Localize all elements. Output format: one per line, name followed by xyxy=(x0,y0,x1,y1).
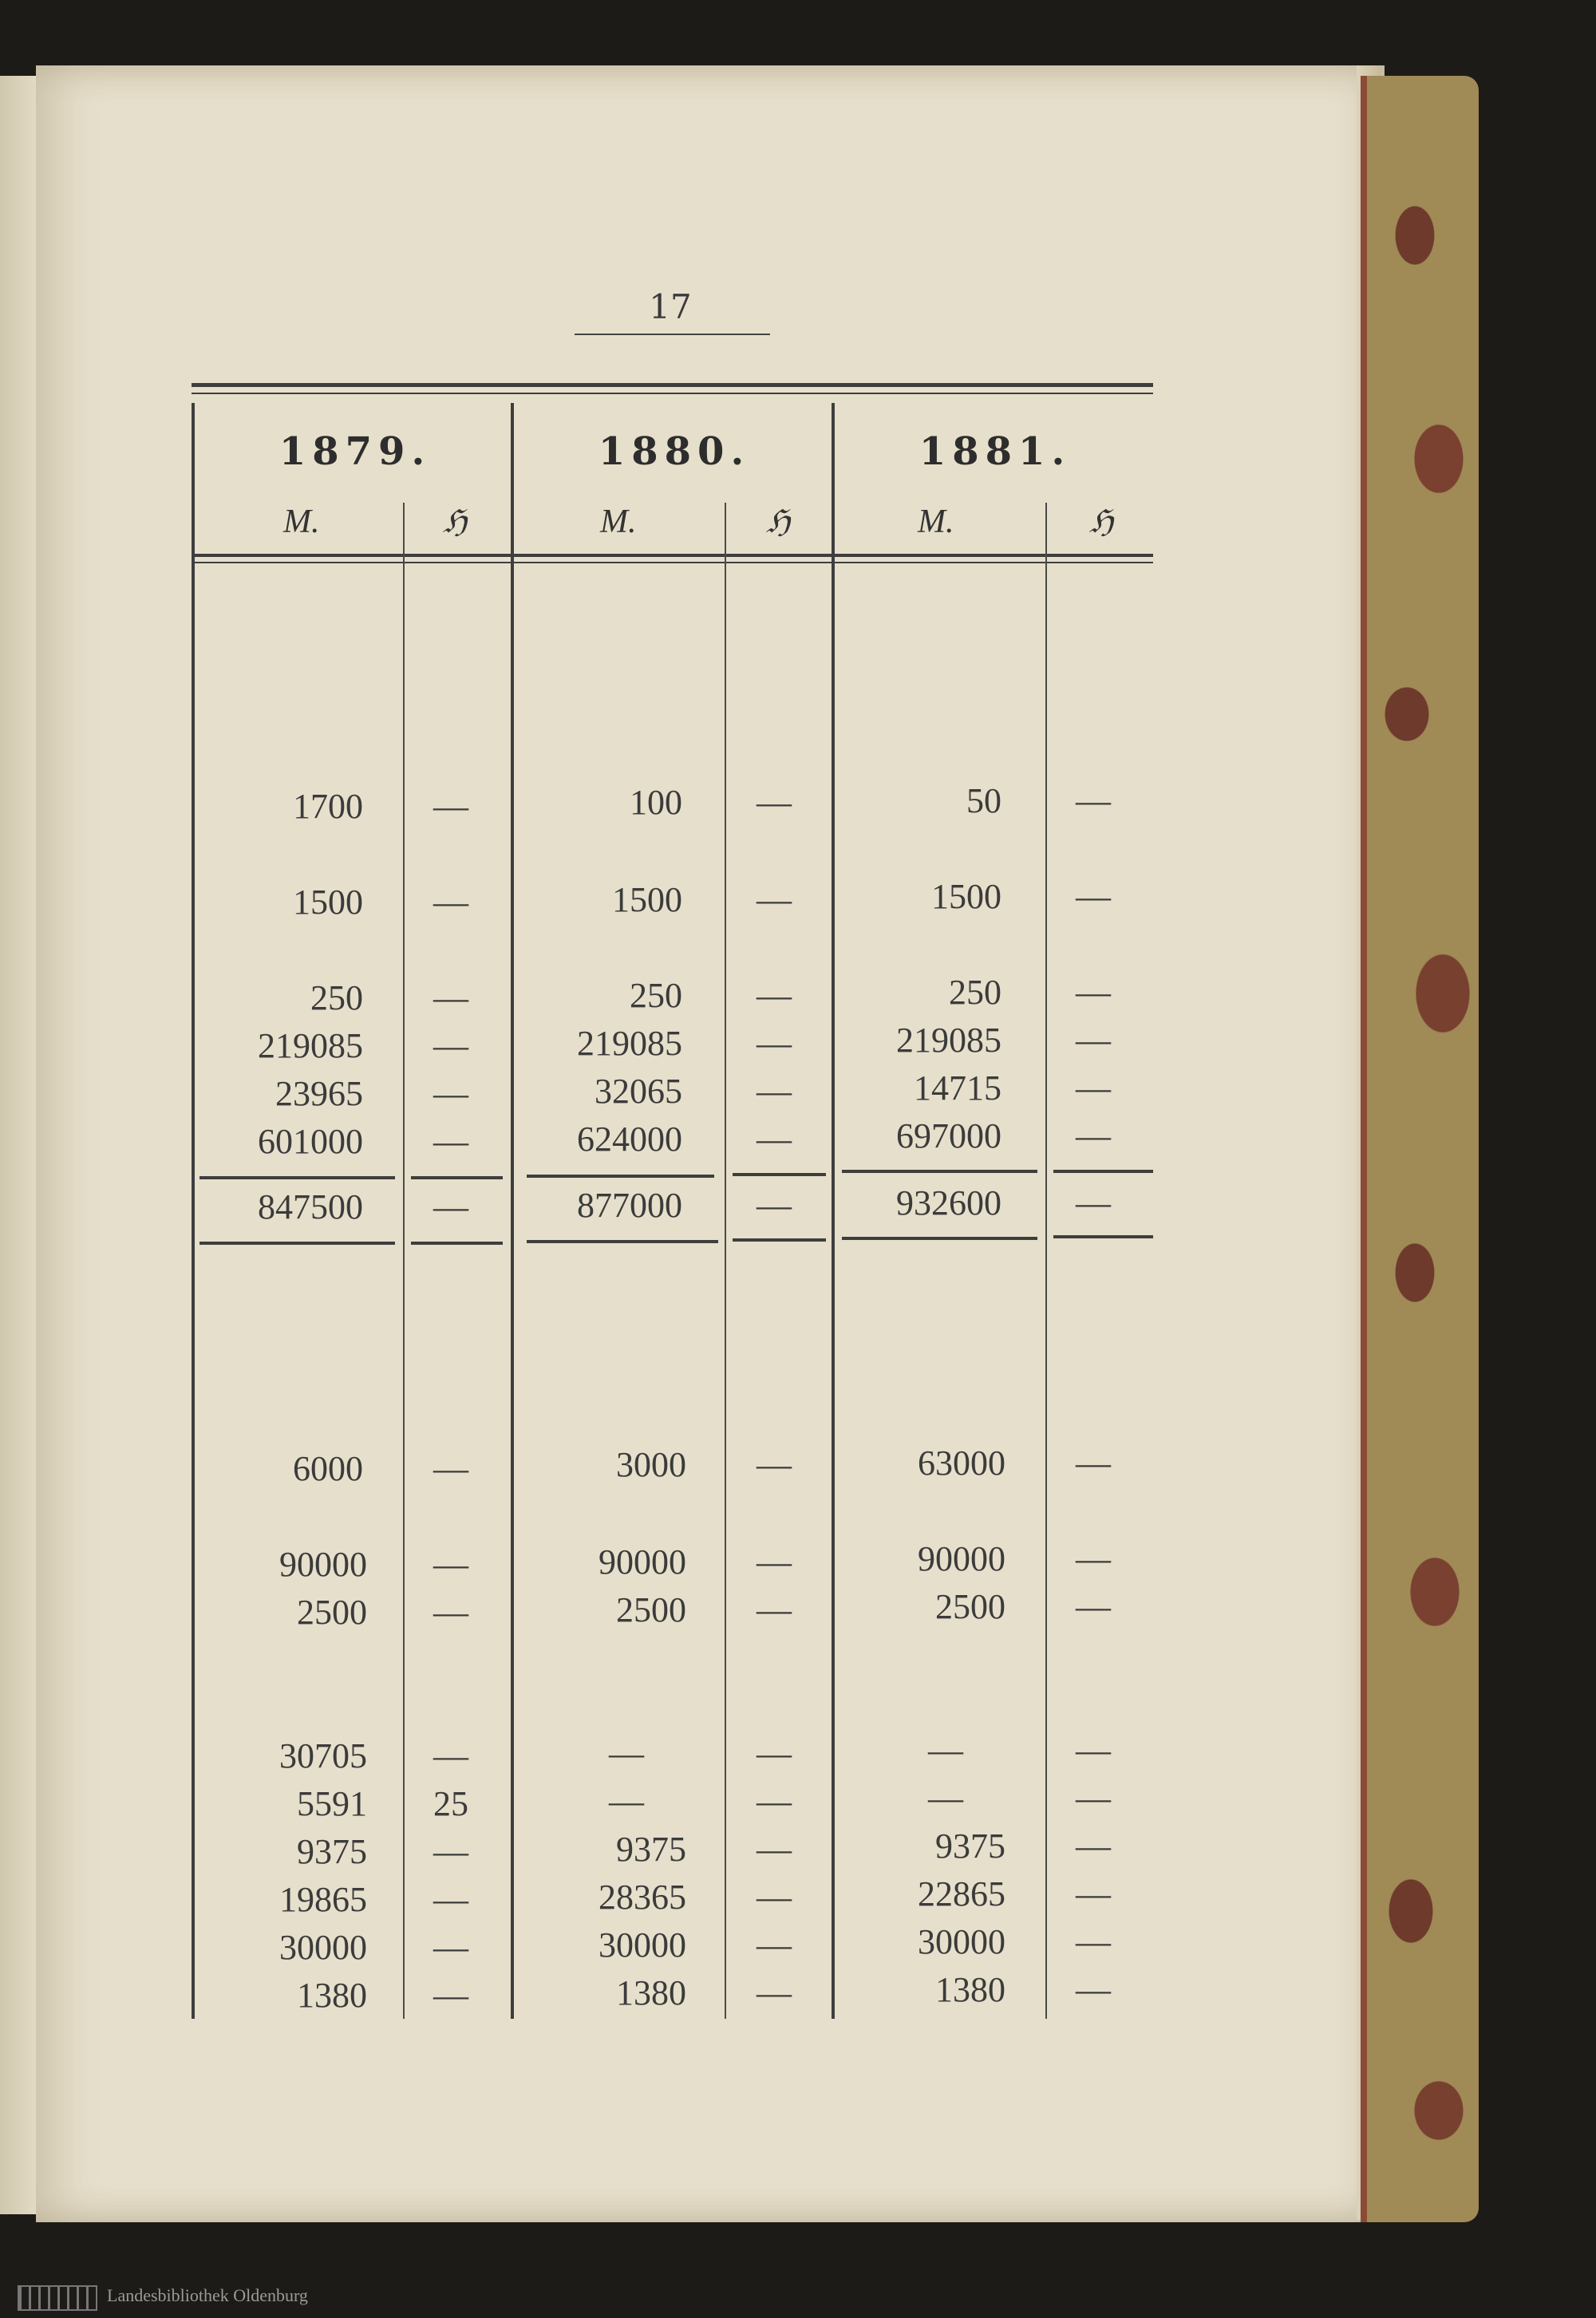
lower-row-4-1879-pf: 25 xyxy=(433,1784,468,1823)
page-number: 17 xyxy=(649,287,692,326)
upper-row-0-1881-pf: — xyxy=(1076,781,1111,820)
lower-row-0-1881-mark: 63000 xyxy=(918,1443,1005,1483)
upper-row-0-1879-pf: — xyxy=(433,787,468,826)
lower-row-2-1880-mark: 2500 xyxy=(616,1590,686,1629)
upper-row-1-1880-pf: — xyxy=(757,880,792,919)
subcolumn-rule-1881 xyxy=(1045,503,1047,2019)
lower-row-5-1881-mark: 9375 xyxy=(935,1826,1005,1866)
lower-row-0-1880-pf: — xyxy=(757,1445,792,1484)
unit-pfennig-1879: ℌ xyxy=(443,503,468,539)
upper-row-5-1881-pf: — xyxy=(1076,1116,1111,1155)
lower-row-3-1881-mark: — xyxy=(928,1731,963,1770)
upper-row-0-1880-pf: — xyxy=(757,783,792,822)
lower-row-4-1881-mark: — xyxy=(928,1779,963,1818)
total-bottom-rule-1881-pf xyxy=(1053,1235,1153,1238)
lower-row-6-1881-pf: — xyxy=(1076,1874,1111,1913)
total-1879-mark: 847500 xyxy=(258,1187,363,1226)
upper-row-2-1881-mark: 250 xyxy=(949,973,1001,1012)
total-top-rule-1880-pf xyxy=(733,1173,826,1176)
upper-row-3-1881-mark: 219085 xyxy=(896,1021,1001,1060)
unit-pfennig-1880: ℌ xyxy=(766,503,791,539)
year-1881: 1881. xyxy=(918,429,1072,474)
upper-row-1-1879-pf: — xyxy=(433,883,468,922)
total-1879-pf: — xyxy=(433,1187,468,1226)
total-top-rule-1881 xyxy=(842,1170,1037,1173)
unit-mark-1879: M. xyxy=(283,503,320,540)
total-bottom-rule-1880-pf xyxy=(733,1238,826,1242)
upper-row-2-1880-mark: 250 xyxy=(630,976,682,1015)
left-page-edge xyxy=(0,76,36,2214)
lower-row-7-1880-pf: — xyxy=(757,1925,792,1965)
upper-row-3-1881-pf: — xyxy=(1076,1021,1111,1060)
column-rule-1881 xyxy=(832,403,835,2019)
total-1880-pf: — xyxy=(757,1186,792,1225)
lower-row-5-1879-pf: — xyxy=(433,1832,468,1871)
total-1881-mark: 932600 xyxy=(896,1183,1001,1222)
upper-row-5-1881-mark: 697000 xyxy=(896,1116,1001,1155)
upper-row-0-1881-mark: 50 xyxy=(966,781,1001,820)
lower-row-0-1880-mark: 3000 xyxy=(616,1445,686,1484)
total-bottom-rule-1881 xyxy=(842,1237,1037,1240)
lower-row-1-1881-mark: 90000 xyxy=(918,1539,1005,1578)
year-1879: 1879. xyxy=(279,429,432,474)
lower-row-2-1881-mark: 2500 xyxy=(935,1587,1005,1626)
lower-row-5-1879-mark: 9375 xyxy=(297,1832,367,1871)
upper-row-2-1881-pf: — xyxy=(1076,973,1111,1012)
upper-row-1-1881-mark: 1500 xyxy=(931,877,1001,916)
lower-row-3-1879-pf: — xyxy=(433,1736,468,1775)
upper-row-1-1880-mark: 1500 xyxy=(612,880,682,919)
unit-mark-1880: M. xyxy=(600,503,637,540)
total-top-rule-1879 xyxy=(200,1176,395,1179)
lower-row-6-1879-mark: 19865 xyxy=(279,1880,367,1919)
table-top-rule xyxy=(192,383,1153,387)
lower-row-4-1880-mark: — xyxy=(609,1782,644,1821)
lower-row-4-1881-pf: — xyxy=(1076,1779,1111,1818)
lower-row-2-1879-pf: — xyxy=(433,1593,468,1632)
lower-row-7-1881-mark: 30000 xyxy=(918,1922,1005,1961)
upper-row-2-1879-mark: 250 xyxy=(310,978,363,1017)
lower-row-2-1880-pf: — xyxy=(757,1590,792,1629)
total-top-rule-1881-pf xyxy=(1053,1170,1153,1173)
header-bottom-rule xyxy=(192,554,1153,557)
upper-row-0-1879-mark: 1700 xyxy=(293,787,363,826)
subcolumn-rule-1880 xyxy=(725,503,726,2019)
subcolumn-rule-1879 xyxy=(403,503,405,2019)
lower-row-0-1881-pf: — xyxy=(1076,1443,1111,1483)
total-bottom-rule-1879-pf xyxy=(411,1242,503,1245)
total-top-rule-1880 xyxy=(527,1175,714,1178)
marbled-cover xyxy=(1361,76,1479,2222)
total-1881-pf: — xyxy=(1076,1183,1111,1222)
footer-library-name: Landesbibliothek Oldenburg xyxy=(107,2285,308,2305)
upper-row-4-1881-mark: 14715 xyxy=(914,1068,1001,1108)
lower-row-3-1881-pf: — xyxy=(1076,1731,1111,1770)
header-bottom-rule-thin xyxy=(192,562,1153,563)
upper-row-3-1879-mark: 219085 xyxy=(258,1026,363,1065)
year-1880: 1880. xyxy=(598,429,751,474)
lower-row-0-1879-mark: 6000 xyxy=(293,1449,363,1488)
upper-row-2-1879-pf: — xyxy=(433,978,468,1017)
upper-row-4-1880-pf: — xyxy=(757,1072,792,1111)
upper-row-5-1879-pf: — xyxy=(433,1122,468,1161)
upper-row-0-1880-mark: 100 xyxy=(630,783,682,822)
lower-row-5-1880-mark: 9375 xyxy=(616,1830,686,1869)
upper-row-4-1879-pf: — xyxy=(433,1074,468,1113)
upper-row-3-1880-pf: — xyxy=(757,1024,792,1063)
upper-row-2-1880-pf: — xyxy=(757,976,792,1015)
lower-row-6-1879-pf: — xyxy=(433,1880,468,1919)
lower-row-7-1880-mark: 30000 xyxy=(598,1925,686,1965)
library-logo-icon xyxy=(18,2285,97,2311)
lower-row-0-1879-pf: — xyxy=(433,1449,468,1488)
lower-row-8-1881-mark: 1380 xyxy=(935,1970,1005,2009)
upper-row-4-1880-mark: 32065 xyxy=(595,1072,682,1111)
lower-row-1-1879-pf: — xyxy=(433,1545,468,1584)
lower-row-3-1880-mark: — xyxy=(609,1734,644,1773)
lower-row-5-1880-pf: — xyxy=(757,1830,792,1869)
lower-row-2-1881-pf: — xyxy=(1076,1587,1111,1626)
lower-row-1-1879-mark: 90000 xyxy=(279,1545,367,1584)
table-left-rule xyxy=(192,403,195,2019)
lower-row-4-1879-mark: 5591 xyxy=(297,1784,367,1823)
lower-row-3-1879-mark: 30705 xyxy=(279,1736,367,1775)
upper-row-5-1880-mark: 624000 xyxy=(577,1120,682,1159)
column-rule-1880 xyxy=(511,403,514,2019)
lower-row-8-1879-mark: 1380 xyxy=(297,1976,367,2015)
lower-row-8-1880-mark: 1380 xyxy=(616,1973,686,2012)
lower-row-6-1881-mark: 22865 xyxy=(918,1874,1005,1913)
upper-row-3-1880-mark: 219085 xyxy=(577,1024,682,1063)
upper-row-5-1879-mark: 601000 xyxy=(258,1122,363,1161)
lower-row-3-1880-pf: — xyxy=(757,1734,792,1773)
total-bottom-rule-1879 xyxy=(200,1242,395,1245)
lower-row-6-1880-mark: 28365 xyxy=(598,1878,686,1917)
upper-row-1-1879-mark: 1500 xyxy=(293,883,363,922)
lower-row-1-1880-pf: — xyxy=(757,1542,792,1582)
upper-row-3-1879-pf: — xyxy=(433,1026,468,1065)
lower-row-8-1879-pf: — xyxy=(433,1976,468,2015)
lower-row-5-1881-pf: — xyxy=(1076,1826,1111,1866)
lower-row-4-1880-pf: — xyxy=(757,1782,792,1821)
lower-row-1-1880-mark: 90000 xyxy=(598,1542,686,1582)
total-top-rule-1879-pf xyxy=(411,1176,503,1179)
lower-row-7-1881-pf: — xyxy=(1076,1922,1111,1961)
lower-row-1-1881-pf: — xyxy=(1076,1539,1111,1578)
lower-row-2-1879-mark: 2500 xyxy=(297,1593,367,1632)
upper-row-4-1881-pf: — xyxy=(1076,1068,1111,1108)
table-top-rule-thin xyxy=(192,393,1153,394)
upper-row-1-1881-pf: — xyxy=(1076,877,1111,916)
total-1880-mark: 877000 xyxy=(577,1186,682,1225)
lower-row-7-1879-mark: 30000 xyxy=(279,1928,367,1967)
unit-pfennig-1881: ℌ xyxy=(1089,503,1114,539)
lower-row-6-1880-pf: — xyxy=(757,1878,792,1917)
lower-row-8-1881-pf: — xyxy=(1076,1970,1111,2009)
page-number-rule xyxy=(575,334,770,335)
total-bottom-rule-1880 xyxy=(527,1240,718,1243)
upper-row-4-1879-mark: 23965 xyxy=(275,1074,363,1113)
lower-row-8-1880-pf: — xyxy=(757,1973,792,2012)
lower-row-7-1879-pf: — xyxy=(433,1928,468,1967)
upper-row-5-1880-pf: — xyxy=(757,1120,792,1159)
unit-mark-1881: M. xyxy=(918,503,954,540)
